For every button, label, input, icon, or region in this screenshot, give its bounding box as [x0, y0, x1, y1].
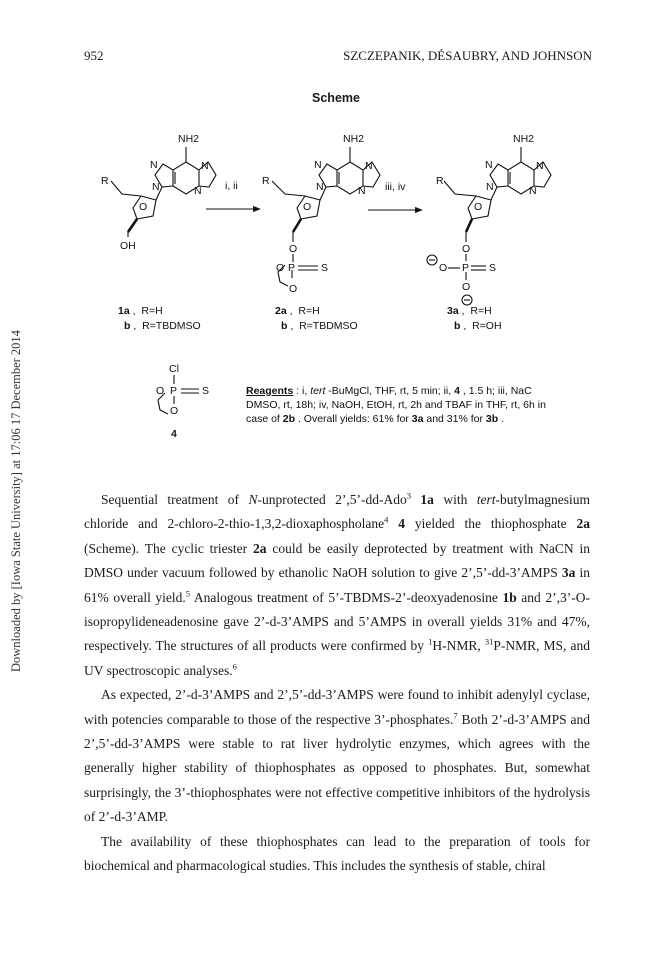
body-text	[84, 488, 590, 879]
compound-2a-label: 2a , R=H	[275, 305, 320, 317]
svg-text:O: O	[439, 262, 448, 274]
svg-text:N: N	[485, 159, 493, 171]
compound-3b-label: b , R=OH	[454, 320, 502, 332]
compound-3a-label: 3a , R=H	[447, 305, 492, 317]
arrow1-label: i, ii	[225, 180, 238, 192]
svg-text:N: N	[314, 159, 322, 171]
svg-text:S: S	[321, 262, 329, 274]
svg-text:O: O	[139, 201, 148, 213]
page-number: 952	[84, 48, 104, 63]
svg-text:O: O	[289, 243, 298, 255]
svg-text:P: P	[462, 262, 470, 274]
paragraph-1: Sequential treatment of N-unprotected 2’,5’-dd-Ado$^3$ 1a with tert-butylmagnesium chloride and 2-chloro-2-thio-1,3,2-dioxaphospholane$^4$ 4 yielded the thiophosphate 2a (Scheme). The cyclic triester 2a could be easily deprotected by treatment with NaCN in DMSO under vacuum followed by ethanolic NaOH solution to give 2’,5’-dd-3’AMPS 3a in 61% overall yield.$^5$ Analogous treatment of 5’-TBDMS-2’-deoxyadenosine 1b and 2’,3’-O-isopropylideneadenosine gave 2’-d-3’AMPS and 5’AMPS in overall yields 31% and 47%, respectively. The structures of all products were confirmed by $^1$H-NMR, $^{31}$P-NMR, MS, and UV spectroscopic analyses.$^6$	[84, 490, 591, 678]
svg-text:S: S	[202, 385, 210, 397]
compound-1a-label: 1a , R=H	[118, 305, 163, 317]
svg-text:NH2: NH2	[343, 133, 365, 145]
download-note: Downloaded by [Iowa State University] at 17:06 17 December 2014	[9, 330, 23, 672]
svg-text:N: N	[529, 185, 537, 197]
svg-text:NH2: NH2	[513, 133, 535, 145]
paragraph-3: The availability of these thiophosphates can lead to the preparation of tools for biochemical and pharmacological studies. This includes the synthesis of stable, chiral	[84, 833, 590, 874]
reagents-text: Reagents : i, tert -BuMgCl, THF, rt, 5 min; ii, 4 , 1.5 h; iii, NaC DMSO, rt, 18h; iv, NaOH, EtOH, rt, 2h and TBAF in THF, rt, 6h in case of 2b . Overall yields: 61% for 3a and 31% for 3b .	[246, 385, 546, 425]
arrow2-label: iii, iv	[385, 181, 406, 193]
svg-text:O: O	[289, 283, 298, 295]
svg-text:R: R	[101, 175, 109, 187]
svg-text:P: P	[170, 385, 178, 397]
running-head-authors: SZCZEPANIK, DÉSAUBRY, AND JOHNSON	[343, 48, 592, 63]
svg-text:OH: OH	[120, 240, 136, 252]
svg-text:N: N	[536, 160, 544, 172]
svg-text:O: O	[276, 262, 285, 274]
svg-text:N: N	[152, 181, 160, 193]
svg-text:N: N	[316, 181, 324, 193]
svg-text:O: O	[462, 243, 471, 255]
compound-4-label: 4	[171, 428, 177, 440]
svg-text:P: P	[288, 262, 296, 274]
nh2-label-1: NH2	[178, 133, 200, 145]
svg-text:N: N	[486, 181, 494, 193]
scheme-title: Scheme	[312, 91, 360, 105]
svg-text:O: O	[474, 201, 483, 213]
svg-text:N: N	[201, 160, 209, 172]
svg-text:R: R	[262, 175, 270, 187]
svg-text:N: N	[194, 185, 202, 197]
svg-text:N: N	[365, 160, 373, 172]
svg-text:Cl: Cl	[169, 363, 179, 375]
svg-text:O: O	[156, 385, 165, 397]
svg-text:S: S	[489, 262, 497, 274]
compound-1b-label: b , R=TBDMSO	[124, 320, 201, 332]
svg-text:R: R	[436, 175, 444, 187]
svg-text:N: N	[358, 185, 366, 197]
svg-text:N: N	[150, 159, 158, 171]
paragraph-2: As expected, 2’-d-3’AMPS and 2’,5’-dd-3’AMPS were found to inhibit adenylyl cyclase, with potencies comparable to those of the respective 3’-phosphates.$^7$ Both 2’-d-3’AMPS and 2’,5’-dd-3’AMPS were stable to rat liver hydrolytic enzymes, which agrees with the generally higher stability of thiophosphates as opposed to phosphates. But, somewhat surprisingly, the 3’-thiophosphates were not effective competitive inhibitors of the hydrolysis of 2’-d-3’AMP.	[84, 687, 590, 825]
compound-2b-label: b , R=TBDMSO	[281, 320, 358, 332]
svg-text:O: O	[303, 201, 312, 213]
svg-text:O: O	[170, 405, 179, 417]
svg-text:O: O	[462, 281, 471, 293]
